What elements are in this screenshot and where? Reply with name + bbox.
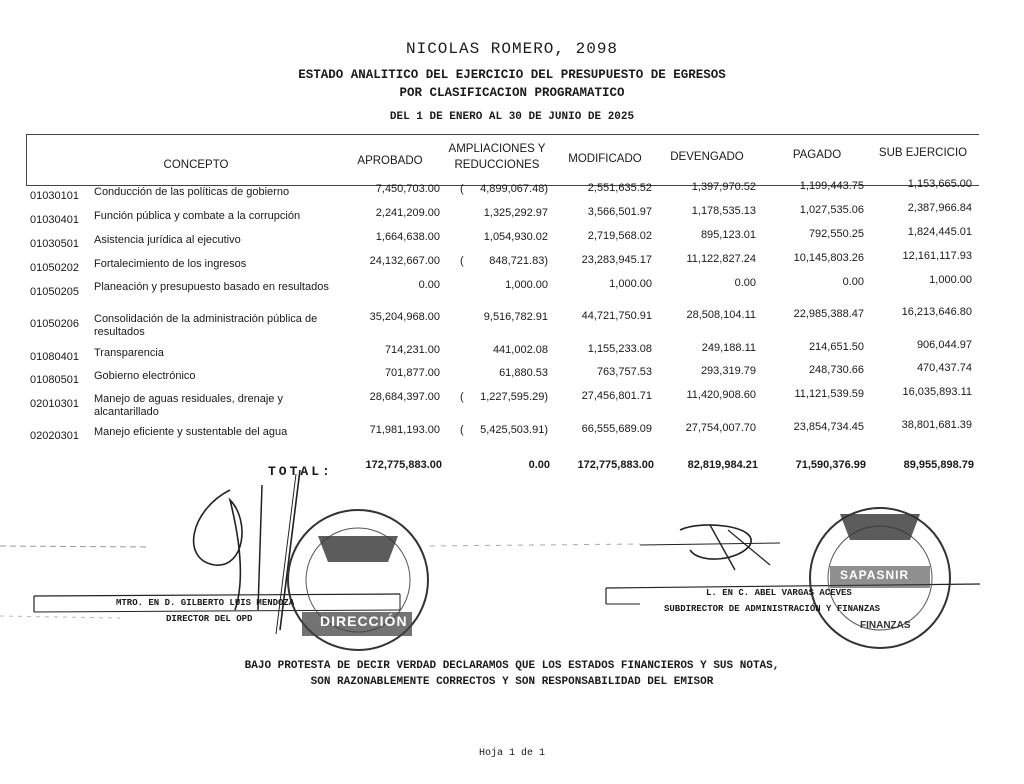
row-paren: ( (460, 424, 464, 436)
row-concept: Transparencia (94, 347, 164, 359)
row-pagado: 792,550.25 (808, 228, 864, 240)
row-concept: Manejo de aguas residuales, drenaje y alcantarillado (94, 393, 283, 418)
row-devengado: 0.00 (734, 277, 756, 289)
row-devengado: 27,754,007.70 (685, 422, 756, 434)
row-code: 01050205 (30, 286, 79, 298)
row-aprobado: 1,664,638.00 (375, 231, 440, 243)
total-devengado: 82,819,984.21 (687, 459, 758, 471)
row-concept: Consolidación de la administración pública de resultados (94, 313, 318, 338)
left-stamp-bottom: DIRECCIÓN (320, 613, 408, 629)
row-sub-ejercicio: 1,000.00 (929, 274, 972, 286)
row-code: 01080401 (30, 351, 79, 363)
row-ampliaciones: 1,325,292.97 (483, 207, 548, 219)
row-sub-ejercicio: 16,213,646.80 (901, 306, 972, 318)
row-pagado: 11,121,539.59 (794, 388, 864, 400)
total-label: TOTAL: (268, 464, 333, 479)
row-paren: ( (460, 391, 464, 403)
row-concept: Fortalecimiento de los ingresos (94, 258, 247, 270)
row-aprobado: 7,450,703.00 (375, 183, 440, 195)
report-period: DEL 1 DE ENERO AL 30 DE JUNIO DE 2025 (389, 111, 635, 123)
total-sub-ejercicio: 89,955,898.79 (903, 459, 974, 471)
column-ampliaciones (427, 141, 567, 173)
table-header (26, 134, 979, 186)
row-ampliaciones: 1,227,595.29) (480, 391, 548, 403)
right-stamp-bottom: FINANZAS (860, 620, 911, 631)
column-aprobado: APROBADO (357, 155, 423, 167)
row-modificado: 2,551,635.52 (587, 182, 652, 194)
row-concept: Planeación y presupuesto basado en resultados (94, 281, 329, 293)
row-aprobado: 714,231.00 (384, 344, 440, 356)
row-devengado: 249,188.11 (701, 342, 756, 354)
row-modificado: 3,566,501.97 (587, 206, 652, 218)
row-sub-ejercicio: 2,387,966.84 (907, 202, 972, 214)
row-concept: Manejo eficiente y sustentable del agua (94, 426, 288, 438)
right-signer-name: L. EN C. ABEL VARGAS ACEVES (706, 588, 852, 598)
row-aprobado: 701,877.00 (384, 367, 440, 379)
row-code: 01050206 (30, 318, 79, 330)
row-ampliaciones: 1,000.00 (505, 279, 548, 291)
left-signer-title: DIRECTOR DEL OPD (166, 614, 253, 624)
column-sub-ejercicio: SUB EJERCICIO (878, 147, 968, 159)
signatures-graphic (0, 470, 1024, 660)
row-aprobado: 28,684,397.00 (369, 391, 440, 403)
row-pagado: 1,199,443.75 (799, 180, 864, 192)
row-devengado: 11,122,827.24 (686, 253, 756, 265)
row-concept: Asistencia jurídica al ejecutivo (94, 234, 241, 246)
row-modificado: 44,721,750.91 (581, 310, 652, 322)
row-pagado: 1,027,535.06 (799, 204, 864, 216)
row-aprobado: 71,981,193.00 (369, 424, 440, 436)
row-devengado: 1,178,535.13 (691, 205, 756, 217)
row-pagado: 10,145,803.26 (793, 252, 864, 264)
row-sub-ejercicio: 12,161,117.93 (902, 250, 972, 262)
row-sub-ejercicio: 470,437.74 (916, 362, 972, 374)
row-code: 01080501 (30, 374, 79, 386)
right-signature (640, 525, 780, 570)
row-code: 02020301 (30, 430, 79, 442)
row-code: 01030501 (30, 238, 79, 250)
row-concept: Función pública y combate a la corrupción (94, 210, 301, 222)
row-sub-ejercicio: 38,801,681.39 (901, 419, 972, 431)
row-code: 01030401 (30, 214, 79, 226)
column-pagado: PAGADO (792, 149, 842, 161)
row-sub-ejercicio: 1,153,665.00 (907, 178, 972, 190)
row-modificado: 1,155,233.08 (587, 343, 652, 355)
row-sub-ejercicio: 16,035,893.11 (902, 386, 972, 398)
total-ampliaciones: 0.00 (528, 459, 550, 471)
row-devengado: 28,508,104.11 (686, 309, 756, 321)
report-subtitle-2: POR CLASIFICACION PROGRAMATICO (399, 86, 625, 100)
row-devengado: 293,319.79 (700, 365, 756, 377)
row-code: 01030101 (30, 190, 79, 202)
total-aprobado: 172,775,883.00 (365, 459, 442, 471)
column-devengado: DEVENGADO (670, 151, 744, 163)
row-devengado: 1,397,970.52 (691, 181, 756, 193)
row-modificado: 1,000.00 (609, 278, 652, 290)
total-pagado: 71,590,376.99 (795, 459, 866, 471)
row-sub-ejercicio: 906,044.97 (916, 339, 972, 351)
row-code: 01050202 (30, 262, 79, 274)
row-aprobado: 2,241,209.00 (375, 207, 440, 219)
row-ampliaciones: 5,425,503.91) (480, 424, 548, 436)
total-modificado: 172,775,883.00 (577, 459, 654, 471)
row-aprobado: 24,132,667.00 (369, 255, 440, 267)
row-paren: ( (460, 255, 464, 267)
row-pagado: 248,730.66 (808, 364, 864, 376)
column-ampliaciones-line2: REDUCCIONES (454, 159, 540, 171)
row-sub-ejercicio: 1,824,445.01 (907, 226, 972, 238)
row-ampliaciones: 4,899,067.48) (480, 183, 548, 195)
row-pagado: 0.00 (842, 276, 864, 288)
column-concepto: CONCEPTO (163, 159, 229, 171)
column-modificado: MODIFICADO (568, 153, 642, 165)
row-modificado: 763,757.53 (596, 366, 652, 378)
row-modificado: 27,456,801.71 (581, 390, 652, 402)
left-signature (194, 470, 300, 634)
row-modificado: 2,719,568.02 (587, 230, 652, 242)
row-ampliaciones: 1,054,930.02 (483, 231, 548, 243)
row-ampliaciones: 441,002.08 (492, 344, 548, 356)
row-devengado: 11,420,908.60 (686, 389, 756, 401)
row-pagado: 22,985,388.47 (793, 308, 864, 320)
page-number: Hoja 1 de 1 (478, 748, 545, 759)
row-ampliaciones: 848,721.83) (489, 255, 548, 267)
row-pagado: 214,651.50 (808, 341, 864, 353)
row-modificado: 66,555,689.09 (581, 423, 652, 435)
row-pagado: 23,854,734.45 (793, 421, 864, 433)
row-devengado: 895,123.01 (700, 229, 756, 241)
left-signer-name: MTRO. EN D. GILBERTO LUIS MENDOZA (116, 598, 295, 608)
right-signer-title: SUBDIRECTOR DE ADMINISTRACIÓN Y FINANZAS (664, 604, 881, 614)
row-ampliaciones: 61,880.53 (499, 367, 548, 379)
row-aprobado: 35,204,968.00 (369, 311, 440, 323)
report-subtitle-1: ESTADO ANALITICO DEL EJERCICIO DEL PRESUPUESTO DE EGRESOS (298, 68, 726, 82)
column-ampliaciones-line1: AMPLIACIONES Y (448, 143, 546, 155)
declaration-line-1: BAJO PROTESTA DE DECIR VERDAD DECLARAMOS QUE LOS ESTADOS FINANCIEROS Y SUS NOTAS, (244, 660, 780, 672)
declaration-line-2: SON RAZONABLEMENTE CORRECTOS Y SON RESPONSABILIDAD DEL EMISOR (310, 676, 714, 688)
row-concept: Conducción de las políticas de gobierno (94, 186, 290, 198)
document-title: NICOLAS ROMERO, 2098 (405, 40, 619, 58)
row-aprobado: 0.00 (418, 279, 440, 291)
left-stamp-label: SAPASNIR (312, 578, 387, 593)
row-code: 02010301 (30, 398, 79, 410)
right-stamp-label: SAPASNIR (840, 568, 910, 582)
row-concept: Gobierno electrónico (94, 370, 196, 382)
row-ampliaciones: 9,516,782.91 (483, 311, 548, 323)
row-modificado: 23,283,945.17 (581, 254, 652, 266)
row-paren: ( (460, 183, 464, 195)
